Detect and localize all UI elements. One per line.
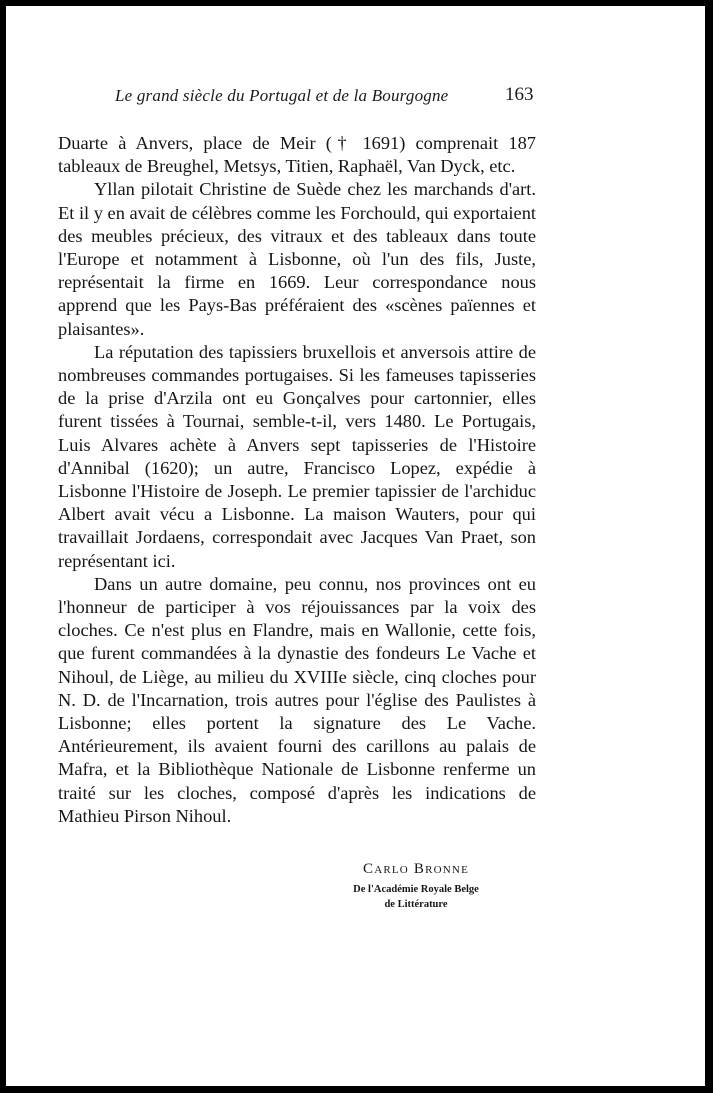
page-number: 163 [505,84,534,105]
author-affiliation-line2: de Littérature [384,899,448,910]
author-name: Carlo Bronne [363,861,469,877]
paragraph: La réputation des tapissiers bruxellois et anversois attire de nombreuses commandes portugaises. Si les fameuses tapisseries de la prise d'Arzila ont eu Gonçalves pour cartonnier, elles furent tissées à Tournai, semble-t-il, vers 1480. Le Portugais, Luis Alvares achète à Anvers sept tapisseries de l'Histoire d'Annibal (1620); un autre, Francisco Lopez, expédie à Lisbonne l'Histoire de Joseph. Le premier tapissier de l'archiduc Albert avait vécu a Lisbonne. La maison Wauters, pour qui travaillait Jordaens, correspondait avec Jacques Van Praet, son représentant ici. [58,341,536,571]
page [6,6,705,1086]
paragraph: Yllan pilotait Christine de Suède chez les marchands d'art. Et il y en avait de célèbres comme les Forchould, qui exportaient des meubles précieux, des vitraux et des tableaux dans toute l'Europe et notamment à Lisbonne, où l'un des fils, Juste, représentait la firme en 1669. Leur correspondance nous apprend que les Pays-Bas préféraient des «scènes païennes et plaisantes». [58,179,537,339]
author-affiliation-line1: De l'Académie Royale Belge [353,884,479,895]
signature-block [296,861,536,912]
paragraph: Dans un autre domaine, peu connu, nos provinces ont eu l'honneur de participer à vos réjouissances par la voix des cloches. Ce n'est plus en Flandre, mais en Wallonie, cette fois, que furent commandées à la dynastie des fondeurs Le Vache et Nihoul, de Liège, au milieu du XVIIIe siècle, cinq cloches pour N. D. de l'Incarnation, trois autres pour l'église des Paulistes à Lisbonne; elles portent la signature des Le Vache. Antérieurement, ils avaient fourni des carillons au palais de Mafra, et la Bibliothèque Nationale de Lisbonne renferme un traité sur les cloches, composé d'après les indications de Mathieu Pirson Nihoul. [58,573,536,826]
paragraph: Duarte à Anvers, place de Meir († 1691) comprenait 187 tableaux de Breughel, Metsys, Titien, Raphaël, Van Dyck, etc. [58,133,536,177]
running-head-title: Le grand siècle du Portugal et de la Bourgogne [115,86,449,105]
running-head [6,84,705,110]
body-text [58,132,536,828]
